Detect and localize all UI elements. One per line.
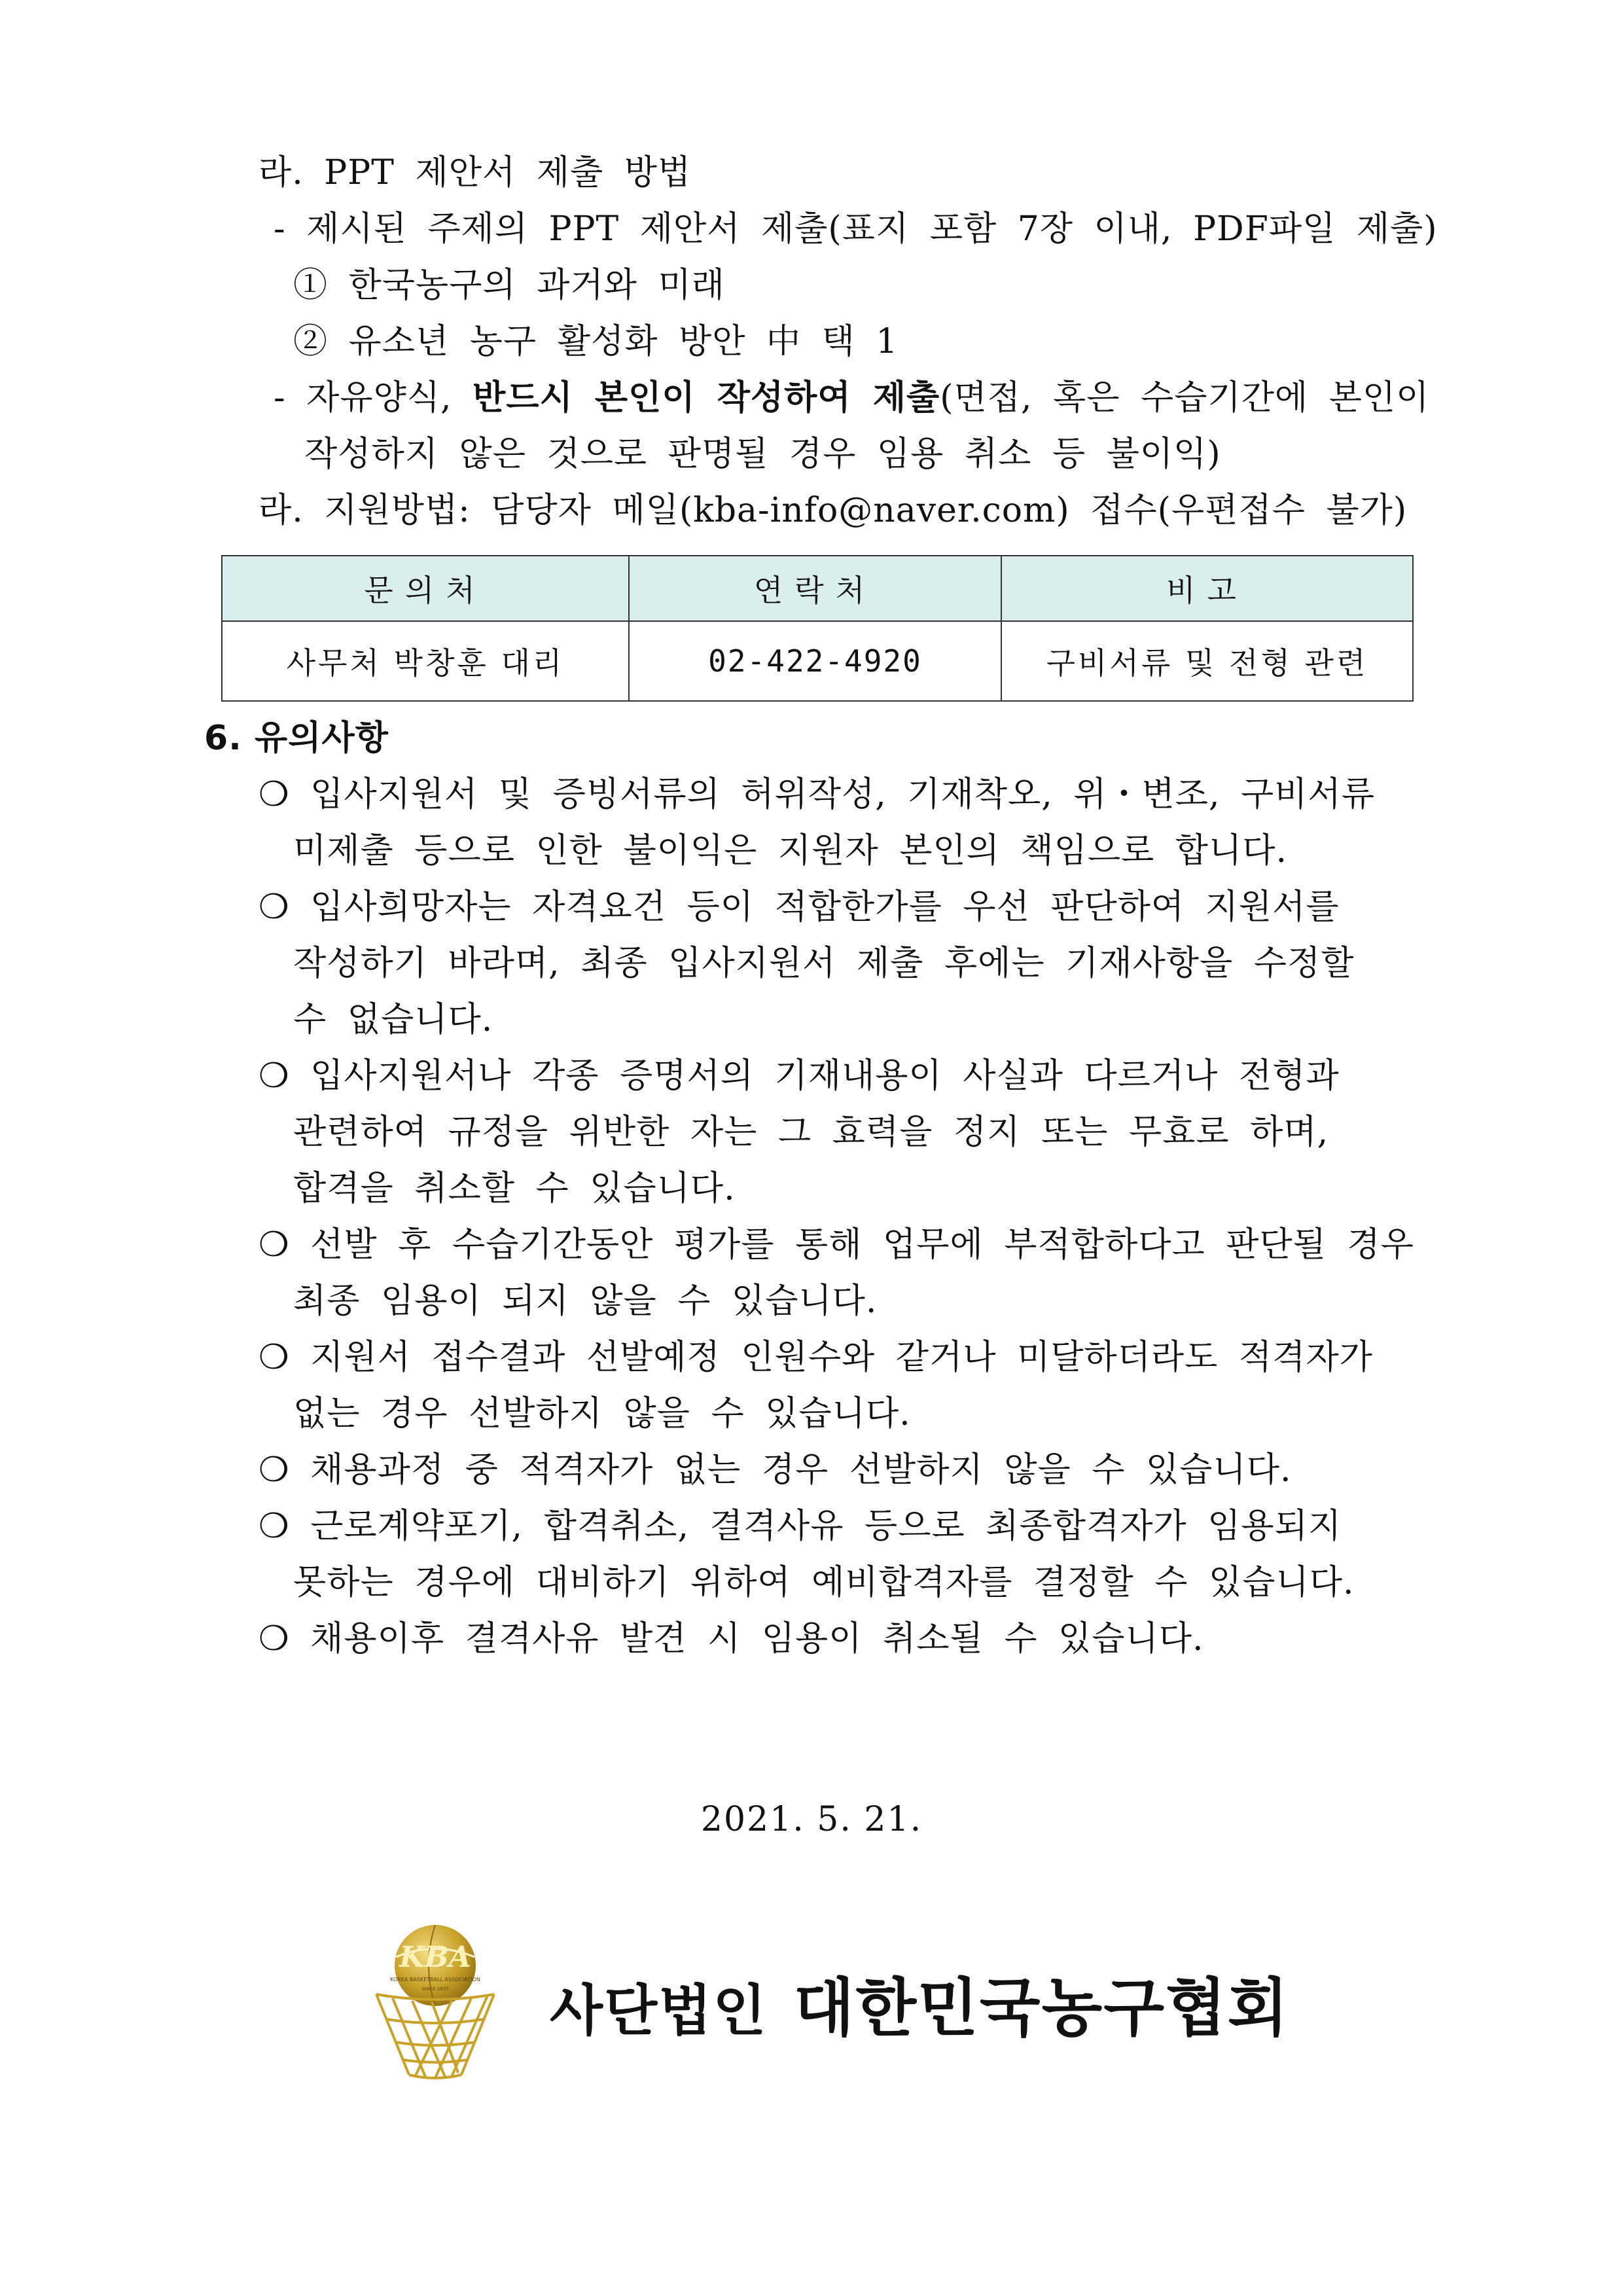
cell-note: 구비서류 및 전형 관련 [1001, 621, 1413, 701]
header-inquiry: 문의처 [222, 556, 629, 621]
free-format-prefix: - 자유양식, [274, 378, 473, 418]
free-format-suffix: (면접, 혹은 수습기간에 본인이 [940, 378, 1430, 418]
contact-table-header [222, 556, 1413, 621]
notice-3-line-1: ❍ 입사지원서나 각종 증명서의 기재내용이 사실과 다르거나 전형과 [259, 1056, 1340, 1096]
header-note: 비고 [1001, 556, 1413, 621]
header-contact: 연락처 [629, 556, 1001, 621]
topic-1: ① 한국농구의 과거와 미래 [293, 266, 725, 305]
notice-2-line-2: 작성하기 바라며, 최종 입사지원서 제출 후에는 기재사항을 수정할 [293, 944, 1355, 983]
issue-date: 2021. 5. 21. [700, 1800, 923, 1839]
org-main-name: 대한민국농구협회 [793, 1971, 1290, 2045]
free-format-line [274, 374, 1429, 422]
org-prefix: 사단법인 [550, 1979, 768, 2043]
section-6-title: 6. 유의사항 [204, 719, 389, 758]
section-d-title: 라. PPT 제안서 제출 방법 [259, 153, 692, 192]
notice-2-line-1: ❍ 입사희망자는 자격요건 등이 적합한가를 우선 판단하여 지원서를 [259, 888, 1340, 927]
notice-8-line-1: ❍ 채용이후 결격사유 발견 시 임용이 취소될 수 있습니다. [259, 1619, 1204, 1659]
free-format-continued: 작성하지 않은 것으로 판명될 경우 임용 취소 등 불이익) [304, 435, 1221, 474]
notice-3-line-3: 합격을 취소할 수 있습니다. [293, 1169, 736, 1208]
logo-mark: KBA [399, 1941, 471, 1974]
notice-5-line-1: ❍ 지원서 접수결과 선발예정 인원수와 같거나 미달하더라도 적격자가 [259, 1338, 1373, 1377]
application-method: 라. 지원방법: 담당자 메일(kba-info@naver.com) 접수(우편접수 불가) [259, 491, 1408, 530]
logo-since-text: SINCE 1925 [421, 1986, 449, 1992]
cell-inquiry: 사무처 박창훈 대리 [222, 621, 629, 701]
organization-name [550, 1958, 1289, 2048]
table-row [222, 621, 1413, 701]
kba-logo [363, 1921, 507, 2085]
contact-table [221, 555, 1414, 702]
notice-7-line-2: 못하는 경우에 대비하기 위하여 예비합격자를 결정할 수 있습니다. [293, 1563, 1355, 1602]
ppt-submission-line: - 제시된 주제의 PPT 제안서 제출(표지 포함 7장 이내, PDF파일 제출) [274, 209, 1438, 249]
notice-4-line-2: 최종 임용이 되지 않을 수 있습니다. [293, 1282, 878, 1321]
notice-5-line-2: 없는 경우 선발하지 않을 수 있습니다. [293, 1394, 911, 1433]
notice-4-line-1: ❍ 선발 후 수습기간동안 평가를 통해 업무에 부적합하다고 판단될 경우 [259, 1225, 1414, 1265]
basket-net-icon [376, 1994, 494, 2078]
cell-phone: 02-422-4920 [629, 621, 1001, 701]
notice-6-line-1: ❍ 채용과정 중 적격자가 없는 경우 선발하지 않을 수 있습니다. [259, 1450, 1292, 1490]
logo-association-text: KOREA BASKETBALL ASSOCIATION [390, 1977, 480, 1982]
topic-2: ② 유소년 농구 활성화 방안 中 택 1 [293, 322, 899, 361]
notice-7-line-1: ❍ 근로계약포기, 합격취소, 결격사유 등으로 최종합격자가 임용되지 [259, 1507, 1342, 1546]
notice-1-line-2: 미제출 등으로 인한 불이익은 지원자 본인의 책임으로 합니다. [293, 831, 1288, 870]
notice-3-line-2: 관련하여 규정을 위반한 자는 그 효력을 정지 또는 무효로 하며, [293, 1113, 1329, 1152]
notice-2-line-3: 수 없습니다. [293, 1000, 493, 1039]
notice-1-line-1: ❍ 입사지원서 및 증빙서류의 허위작성, 기재착오, 위・변조, 구비서류 [259, 775, 1375, 814]
free-format-bold: 반드시 본인이 작성하여 제출 [473, 378, 940, 418]
